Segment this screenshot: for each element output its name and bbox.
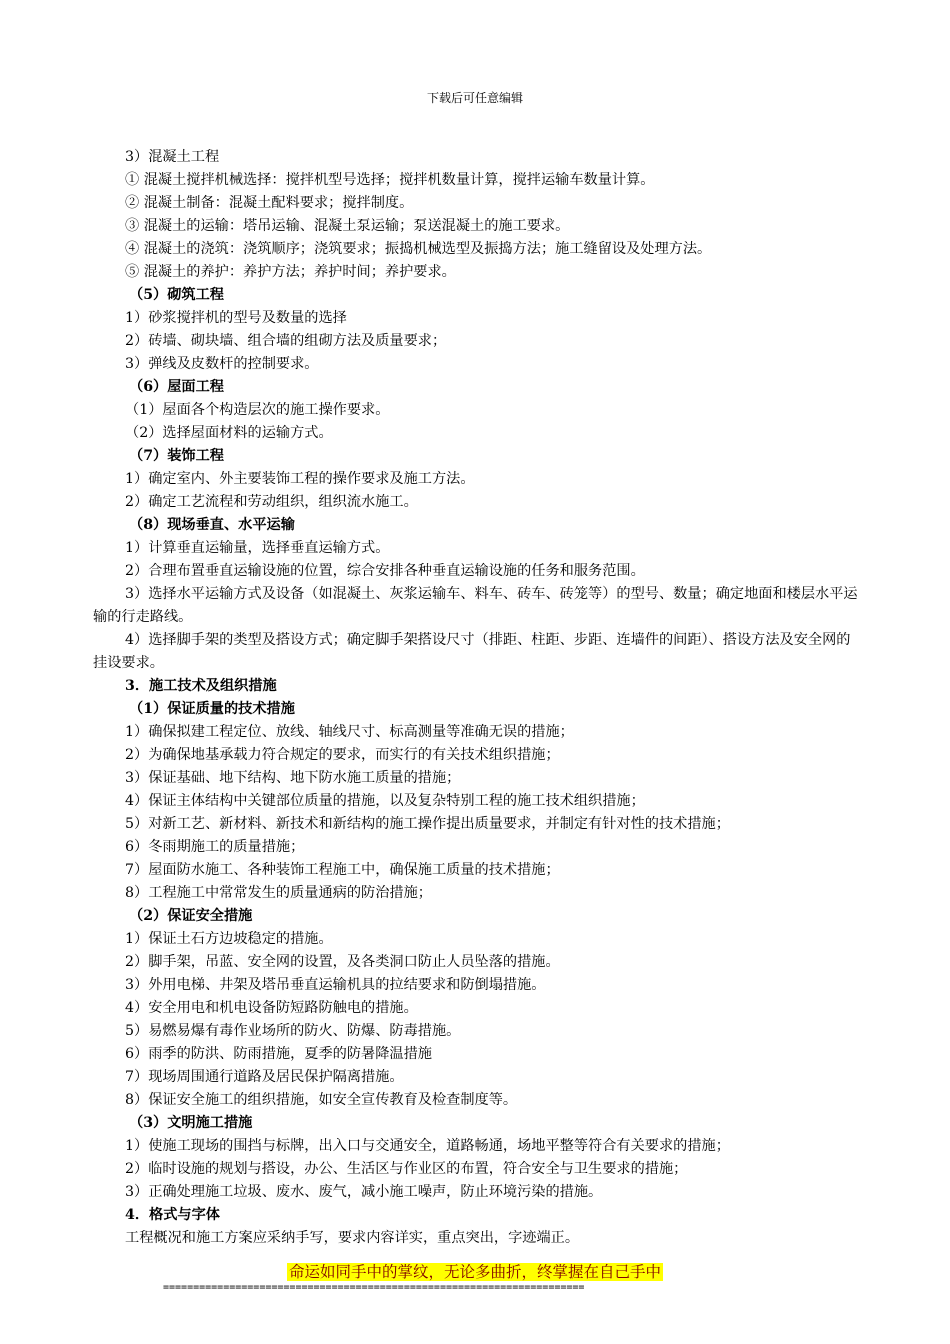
section-heading: （6）屋面工程 <box>129 379 224 395</box>
paragraph-line: 1）计算垂直运输量，选择垂直运输方式。 <box>125 540 390 556</box>
paragraph-line: 5）易燃易爆有毒作业场所的防火、防爆、防毒措施。 <box>125 1023 461 1039</box>
paragraph-line: ④ 混凝土的浇筑：浇筑顺序；浇筑要求；振捣机械选型及振捣方法；施工缝留设及处理方法。 <box>125 241 712 257</box>
footer-divider: ====================================================================== <box>163 1282 585 1293</box>
paragraph-line: 4）选择脚手架的类型及搭设方式；确定脚手架搭设尺寸（排距、柱距、步距、连墙件的间距）、搭设方法及安全网的挂设要求。 <box>93 632 851 671</box>
paragraph-line: 1）确保拟建工程定位、放线、轴线尺寸、标高测量等准确无误的措施； <box>125 724 574 740</box>
paragraph-line: 3）保证基础、地下结构、地下防水施工质量的措施； <box>125 770 461 786</box>
section-heading: （5）砌筑工程 <box>129 287 224 303</box>
paragraph-line: 2）确定工艺流程和劳动组织，组织流水施工。 <box>125 494 418 510</box>
footer-motto <box>0 1262 950 1282</box>
paragraph-line: 2）为确保地基承载力符合规定的要求，而实行的有关技术组织措施； <box>125 747 560 763</box>
section-heading: （1）保证质量的技术措施 <box>129 701 295 717</box>
document-body <box>93 146 863 1250</box>
paragraph-line: 2）合理布置垂直运输设施的位置，综合安排各种垂直运输设施的任务和服务范围。 <box>125 563 645 579</box>
paragraph-line: 3）正确处理施工垃圾、废水、废气，减小施工噪声，防止环境污染的措施。 <box>125 1184 603 1200</box>
section-heading: （2）保证安全措施 <box>129 908 253 924</box>
paragraph-line: 7）现场周围通行道路及居民保护隔离措施。 <box>125 1069 404 1085</box>
paragraph-line: 5）对新工艺、新材料、新技术和新结构的施工操作提出质量要求，并制定有针对性的技术措施； <box>125 816 730 832</box>
paragraph-line: 2）砖墙、砌块墙、组合墙的组砌方法及质量要求； <box>125 333 447 349</box>
section-heading: 4．格式与字体 <box>125 1207 220 1223</box>
paragraph-line: 3）外用电梯、井架及塔吊垂直运输机具的拉结要求和防倒塌措施。 <box>125 977 546 993</box>
paragraph-line: ① 混凝土搅拌机械选择：搅拌机型号选择；搅拌机数量计算，搅拌运输车数量计算。 <box>125 172 655 188</box>
paragraph-line: 1）砂浆搅拌机的型号及数量的选择 <box>125 310 347 326</box>
paragraph-line: 3）选择水平运输方式及设备（如混凝土、灰浆运输车、料车、砖车、砖笼等）的型号、数量；确定地面和楼层水平运输的行走路线。 <box>93 586 858 625</box>
paragraph-line: 工程概况和施工方案应采纳手写，要求内容详实，重点突出，字迹端正。 <box>125 1230 580 1246</box>
paragraph-line: 1）确定室内、外主要装饰工程的操作要求及施工方法。 <box>125 471 475 487</box>
paragraph-line: 3）混凝土工程 <box>125 149 220 165</box>
paragraph-line: （2）选择屋面材料的运输方式。 <box>125 425 333 441</box>
paragraph-line: 6）雨季的防洪、防雨措施，夏季的防暑降温措施 <box>125 1046 432 1062</box>
paragraph-line: 1）使施工现场的围挡与标牌，出入口与交通安全，道路畅通，场地平整等符合有关要求的措施； <box>125 1138 730 1154</box>
section-heading: 3．施工技术及组织措施 <box>125 678 277 694</box>
paragraph-line: 4）保证主体结构中关键部位质量的措施，以及复杂特别工程的施工技术组织措施； <box>125 793 645 809</box>
paragraph-line: ② 混凝土制备：混凝土配料要求；搅拌制度。 <box>125 195 414 211</box>
paragraph-line: （1）屋面各个构造层次的施工操作要求。 <box>125 402 390 418</box>
paragraph-line: 2）临时设施的规划与搭设，办公、生活区与作业区的布置，符合安全与卫生要求的措施； <box>125 1161 688 1177</box>
section-heading: （8）现场垂直、水平运输 <box>129 517 295 533</box>
paragraph-line: 6）冬雨期施工的质量措施； <box>125 839 305 855</box>
paragraph-line: 8）工程施工中常常发生的质量通病的防治措施； <box>125 885 432 901</box>
footer-motto-text: 命运如同手中的掌纹，无论多曲折，终掌握在自己手中 <box>288 1263 661 1281</box>
section-heading: （7）装饰工程 <box>129 448 224 464</box>
paragraph-line: 2）脚手架，吊蓝、安全网的设置，及各类洞口防止人员坠落的措施。 <box>125 954 560 970</box>
section-heading: （3）文明施工措施 <box>129 1115 253 1131</box>
paragraph-line: 3）弹线及皮数杆的控制要求。 <box>125 356 319 372</box>
paragraph-line: 1）保证土石方边坡稳定的措施。 <box>125 931 333 947</box>
paragraph-line: 7）屋面防水施工、各种装饰工程施工中，确保施工质量的技术措施； <box>125 862 560 878</box>
paragraph-line: 4）安全用电和机电设备防短路防触电的措施。 <box>125 1000 418 1016</box>
paragraph-line: 8）保证安全施工的组织措施，如安全宣传教育及检查制度等。 <box>125 1092 518 1108</box>
paragraph-line: ③ 混凝土的运输：塔吊运输、混凝土泵运输；泵送混凝土的施工要求。 <box>125 218 570 234</box>
paragraph-line: ⑤ 混凝土的养护：养护方法；养护时间；养护要求。 <box>125 264 456 280</box>
page-header: 下载后可任意编辑 <box>426 91 523 105</box>
